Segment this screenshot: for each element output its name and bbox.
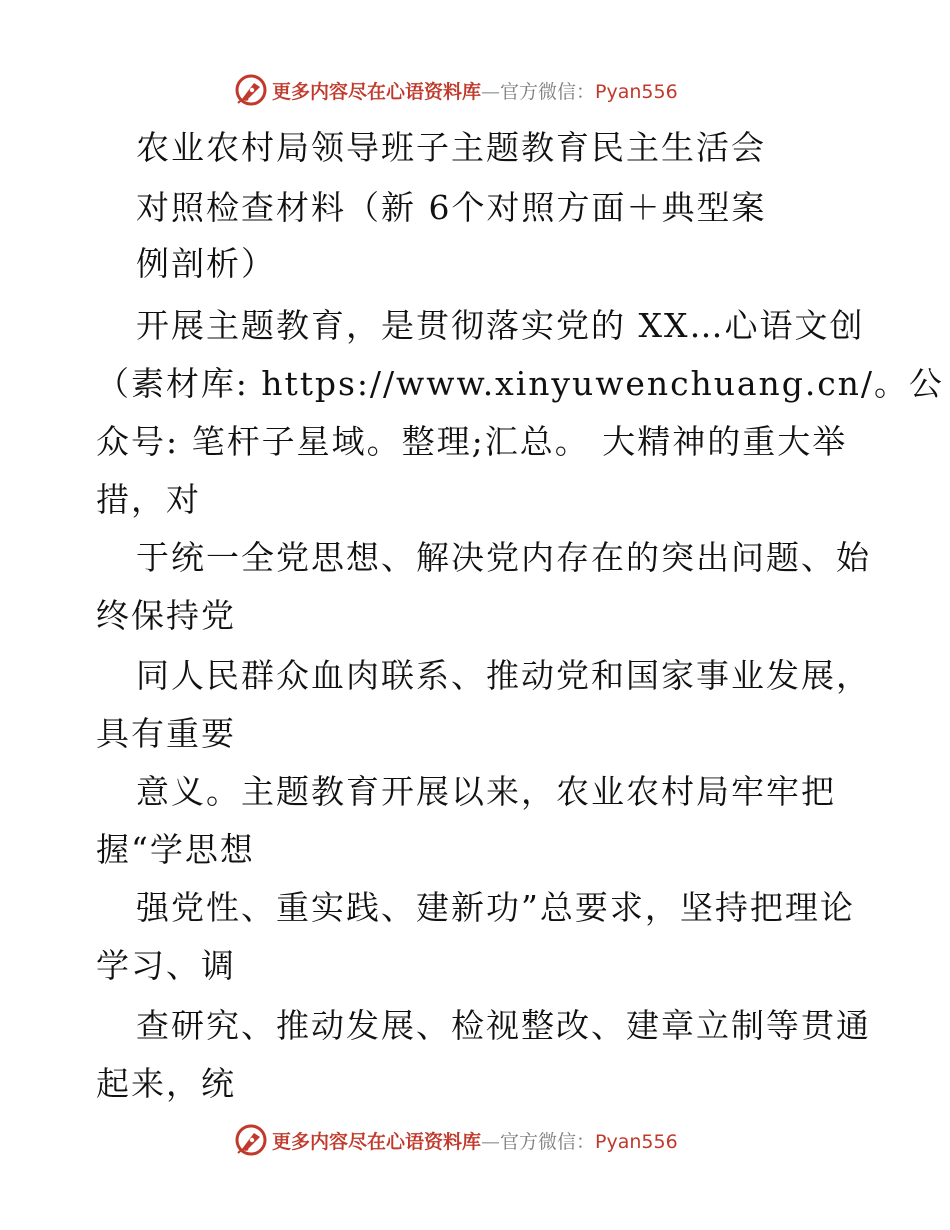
paragraph-line-7: 同人民群众血肉联系、推动党和国家事业发展， bbox=[136, 656, 871, 695]
paragraph-line-13: 查研究、推动发展、检视整改、建章立制等贯通 bbox=[136, 1006, 871, 1045]
banner-wechat-id: Pyan556 bbox=[595, 1130, 678, 1153]
banner-dash: — bbox=[481, 1130, 501, 1153]
banner-text bbox=[272, 77, 678, 104]
banner-dash: — bbox=[481, 80, 501, 103]
paragraph-line-2: （素材库: https://www.xinyuwenchuang.cn/。公 bbox=[96, 364, 944, 403]
banner-text bbox=[272, 1127, 678, 1154]
banner-wechat-id: Pyan556 bbox=[595, 80, 678, 103]
banner-wechat-label: 官方微信： bbox=[500, 1130, 596, 1153]
footer-banner bbox=[234, 1120, 734, 1160]
paragraph-line-4: 措，对 bbox=[96, 480, 201, 519]
banner-title: 更多内容尽在心语资料库 bbox=[272, 80, 482, 103]
paragraph-line-1: 开展主题教育，是贯彻落实党的 XX…心语文创 bbox=[136, 306, 865, 345]
paragraph-line-5: 于统一全党思想、解决党内存在的突出问题、始 bbox=[136, 538, 871, 577]
paragraph-line-6: 终保持党 bbox=[96, 596, 236, 635]
title-line-2: 对照检查材料（新 6个对照方面＋典型案 bbox=[136, 188, 767, 227]
header-banner bbox=[234, 70, 734, 110]
title-line-1: 农业农村局领导班子主题教育民主生活会 bbox=[136, 128, 766, 167]
banner-title: 更多内容尽在心语资料库 bbox=[272, 1130, 482, 1153]
paragraph-line-9: 意义。主题教育开展以来，农业农村局牢牢把 bbox=[136, 772, 836, 811]
paragraph-line-8: 具有重要 bbox=[96, 714, 236, 753]
pen-nib-logo-icon bbox=[234, 73, 268, 107]
paragraph-line-14: 起来，统 bbox=[96, 1064, 236, 1103]
paragraph-line-11: 强党性、重实践、建新功”总要求，坚持把理论 bbox=[136, 888, 855, 927]
paragraph-line-12: 学习、调 bbox=[96, 946, 236, 985]
paragraph-line-3: 众号: 笔杆子星域。整理;汇总。 大精神的重大举 bbox=[96, 422, 848, 461]
paragraph-line-10: 握“学思想 bbox=[96, 830, 255, 869]
title-line-3: 例剖析） bbox=[136, 244, 276, 283]
banner-wechat-label: 官方微信： bbox=[500, 80, 596, 103]
pen-nib-logo-icon bbox=[234, 1123, 268, 1157]
